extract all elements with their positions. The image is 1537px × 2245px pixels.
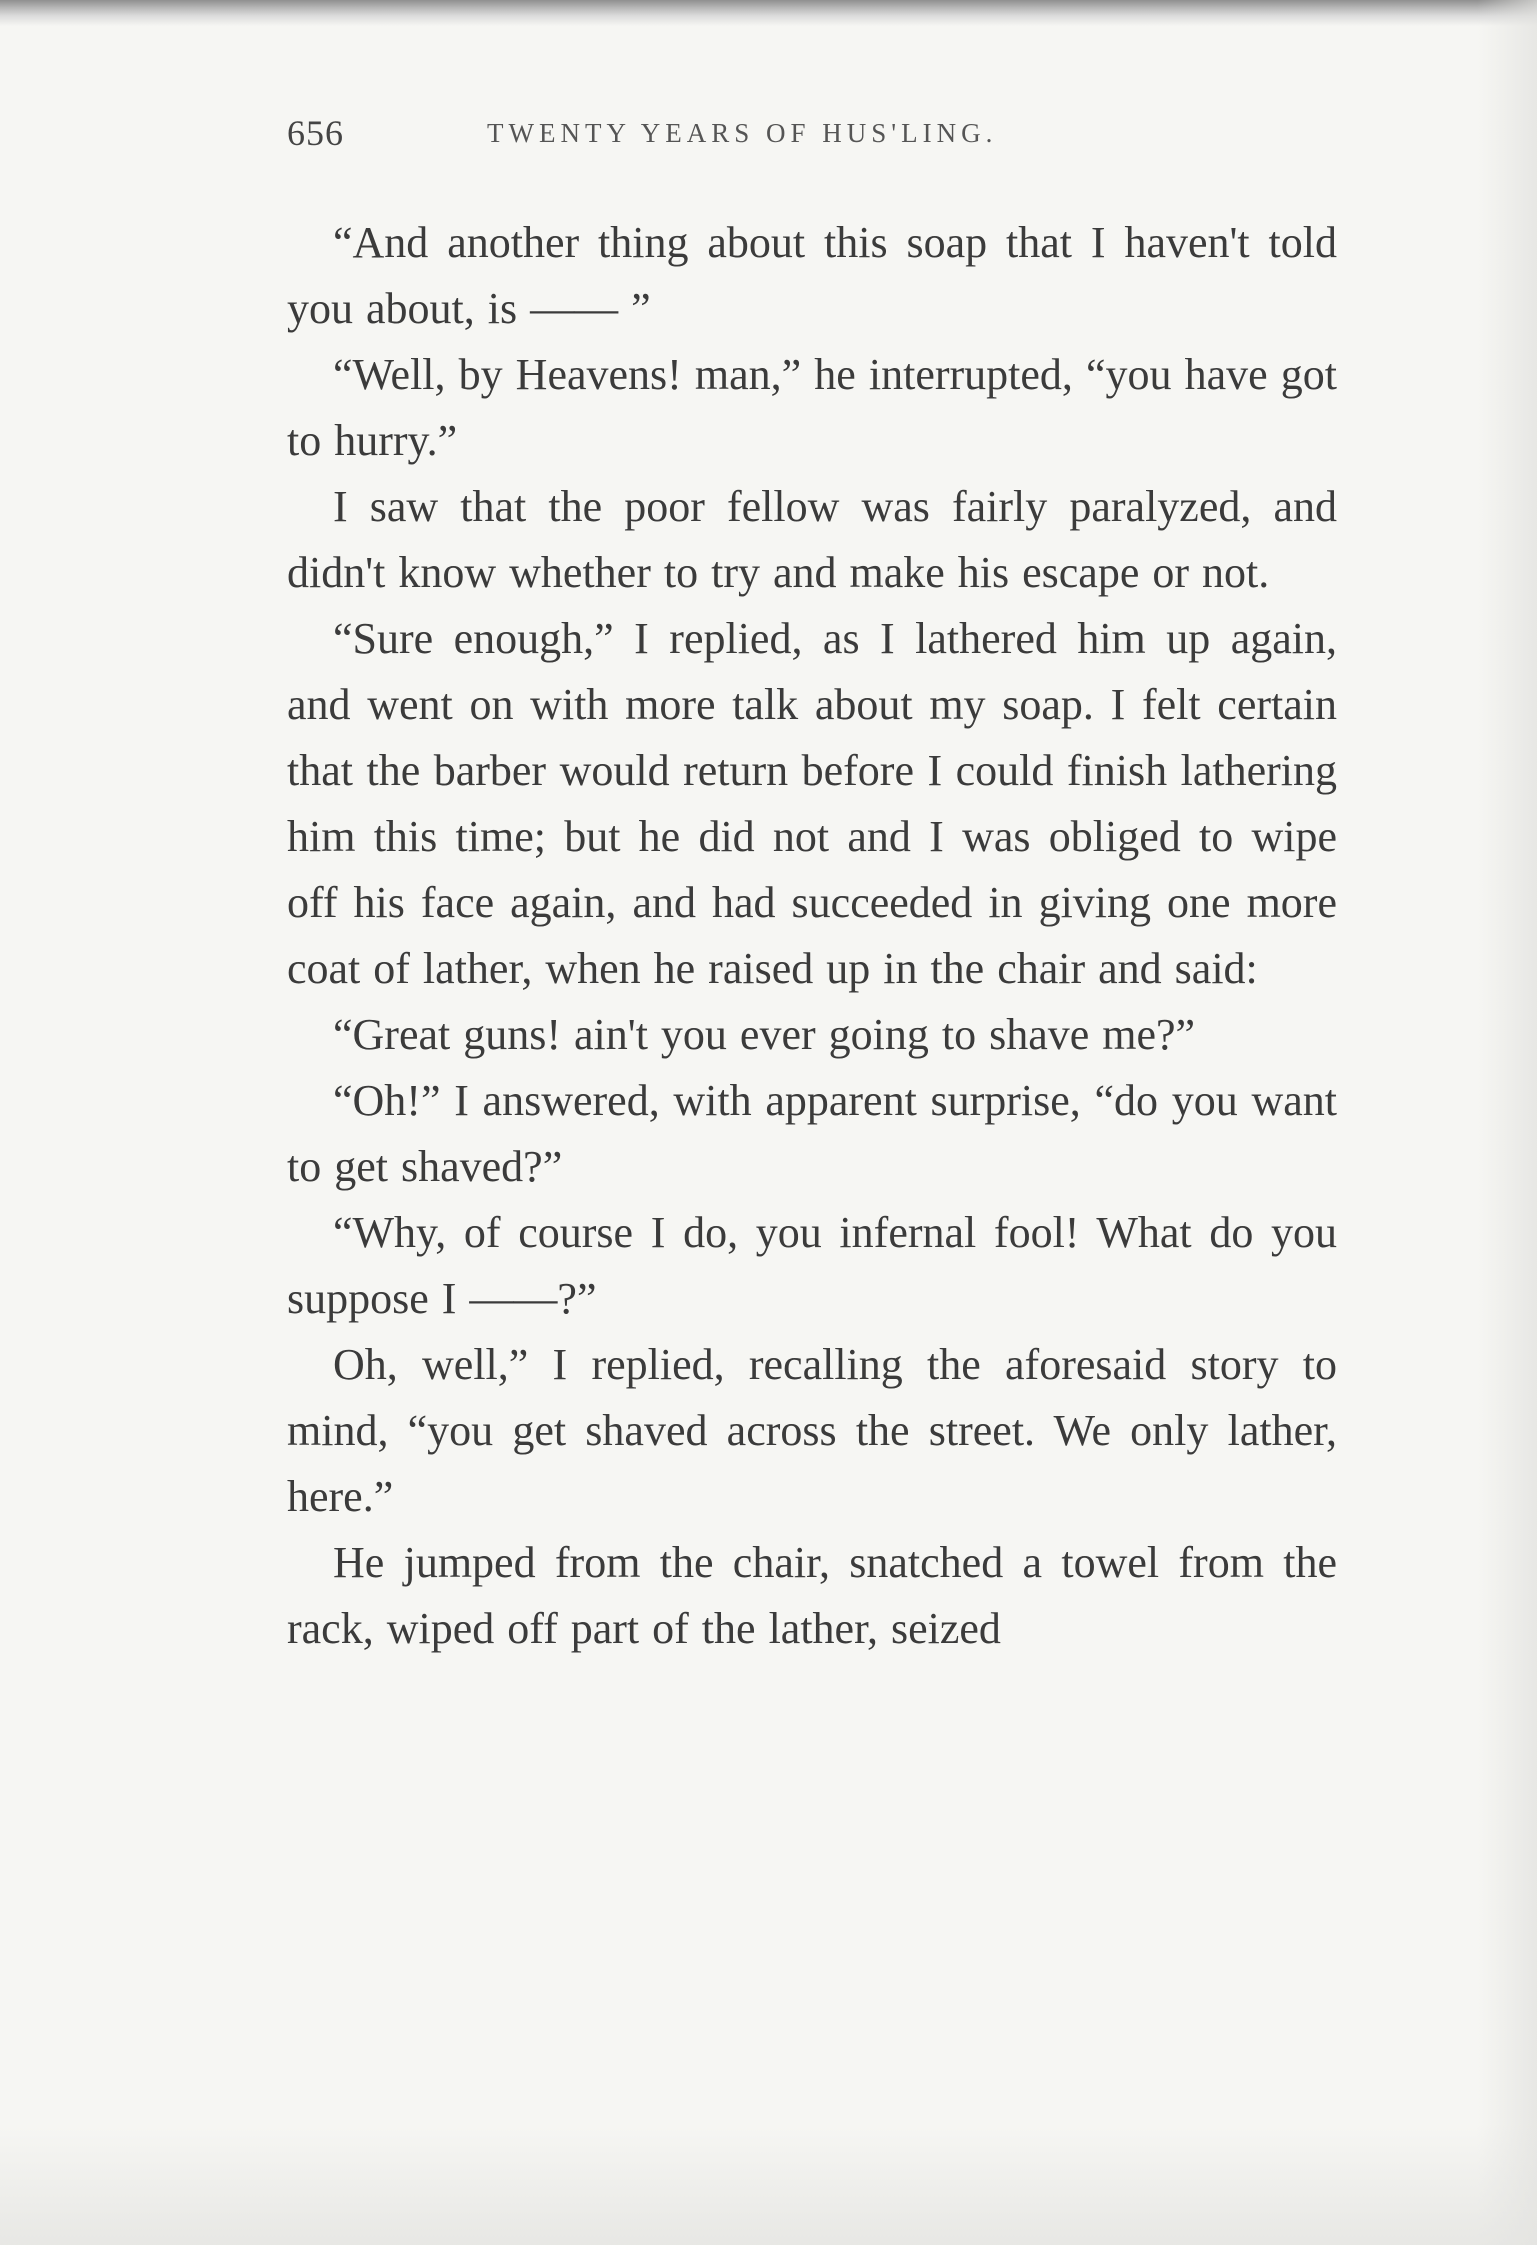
scan-bottom-edge-shade <box>0 2125 1537 2245</box>
paragraph: “Why, of course I do, you infernal fool! What do you suppose I ——?” <box>287 1208 1337 1323</box>
body-text <box>287 210 1337 1662</box>
page-number: 656 <box>287 113 344 153</box>
paragraph: Oh, well,” I replied, recalling the aforesaid story to mind, “you get shaved across the street. We only lather, here.” <box>287 1340 1337 1521</box>
paragraph: I saw that the poor fellow was fairly paralyzed, and didn't know whether to try and make his escape or not. <box>287 482 1337 597</box>
paragraph: “And another thing about this soap that I haven't told you about, is —— ” <box>287 218 1337 333</box>
paragraph: He jumped from the chair, snatched a towel from the rack, wiped off part of the lather, seized <box>287 1538 1337 1653</box>
scan-right-edge-shade <box>1477 0 1537 2245</box>
paragraph: “Sure enough,” I replied, as I lathered him up again, and went on with more talk about my soap. I felt certain that the barber would return before I could finish lathering him this time; but he did not and I was obliged to wipe off his face again, and had succeeded in giving one more coat of lather, when he raised up in the chair and said: <box>287 614 1337 993</box>
running-title: TWENTY YEARS OF HUS'LING. <box>487 118 998 148</box>
paragraph: “Great guns! ain't you ever going to shave me?” <box>333 1010 1196 1059</box>
running-head <box>287 112 1337 162</box>
paragraph: “Well, by Heavens! man,” he interrupted, “you have got to hurry.” <box>287 350 1337 465</box>
paragraph: “Oh!” I answered, with apparent surprise, “do you want to get shaved?” <box>287 1076 1337 1191</box>
scan-top-edge-shadow <box>0 0 1537 26</box>
